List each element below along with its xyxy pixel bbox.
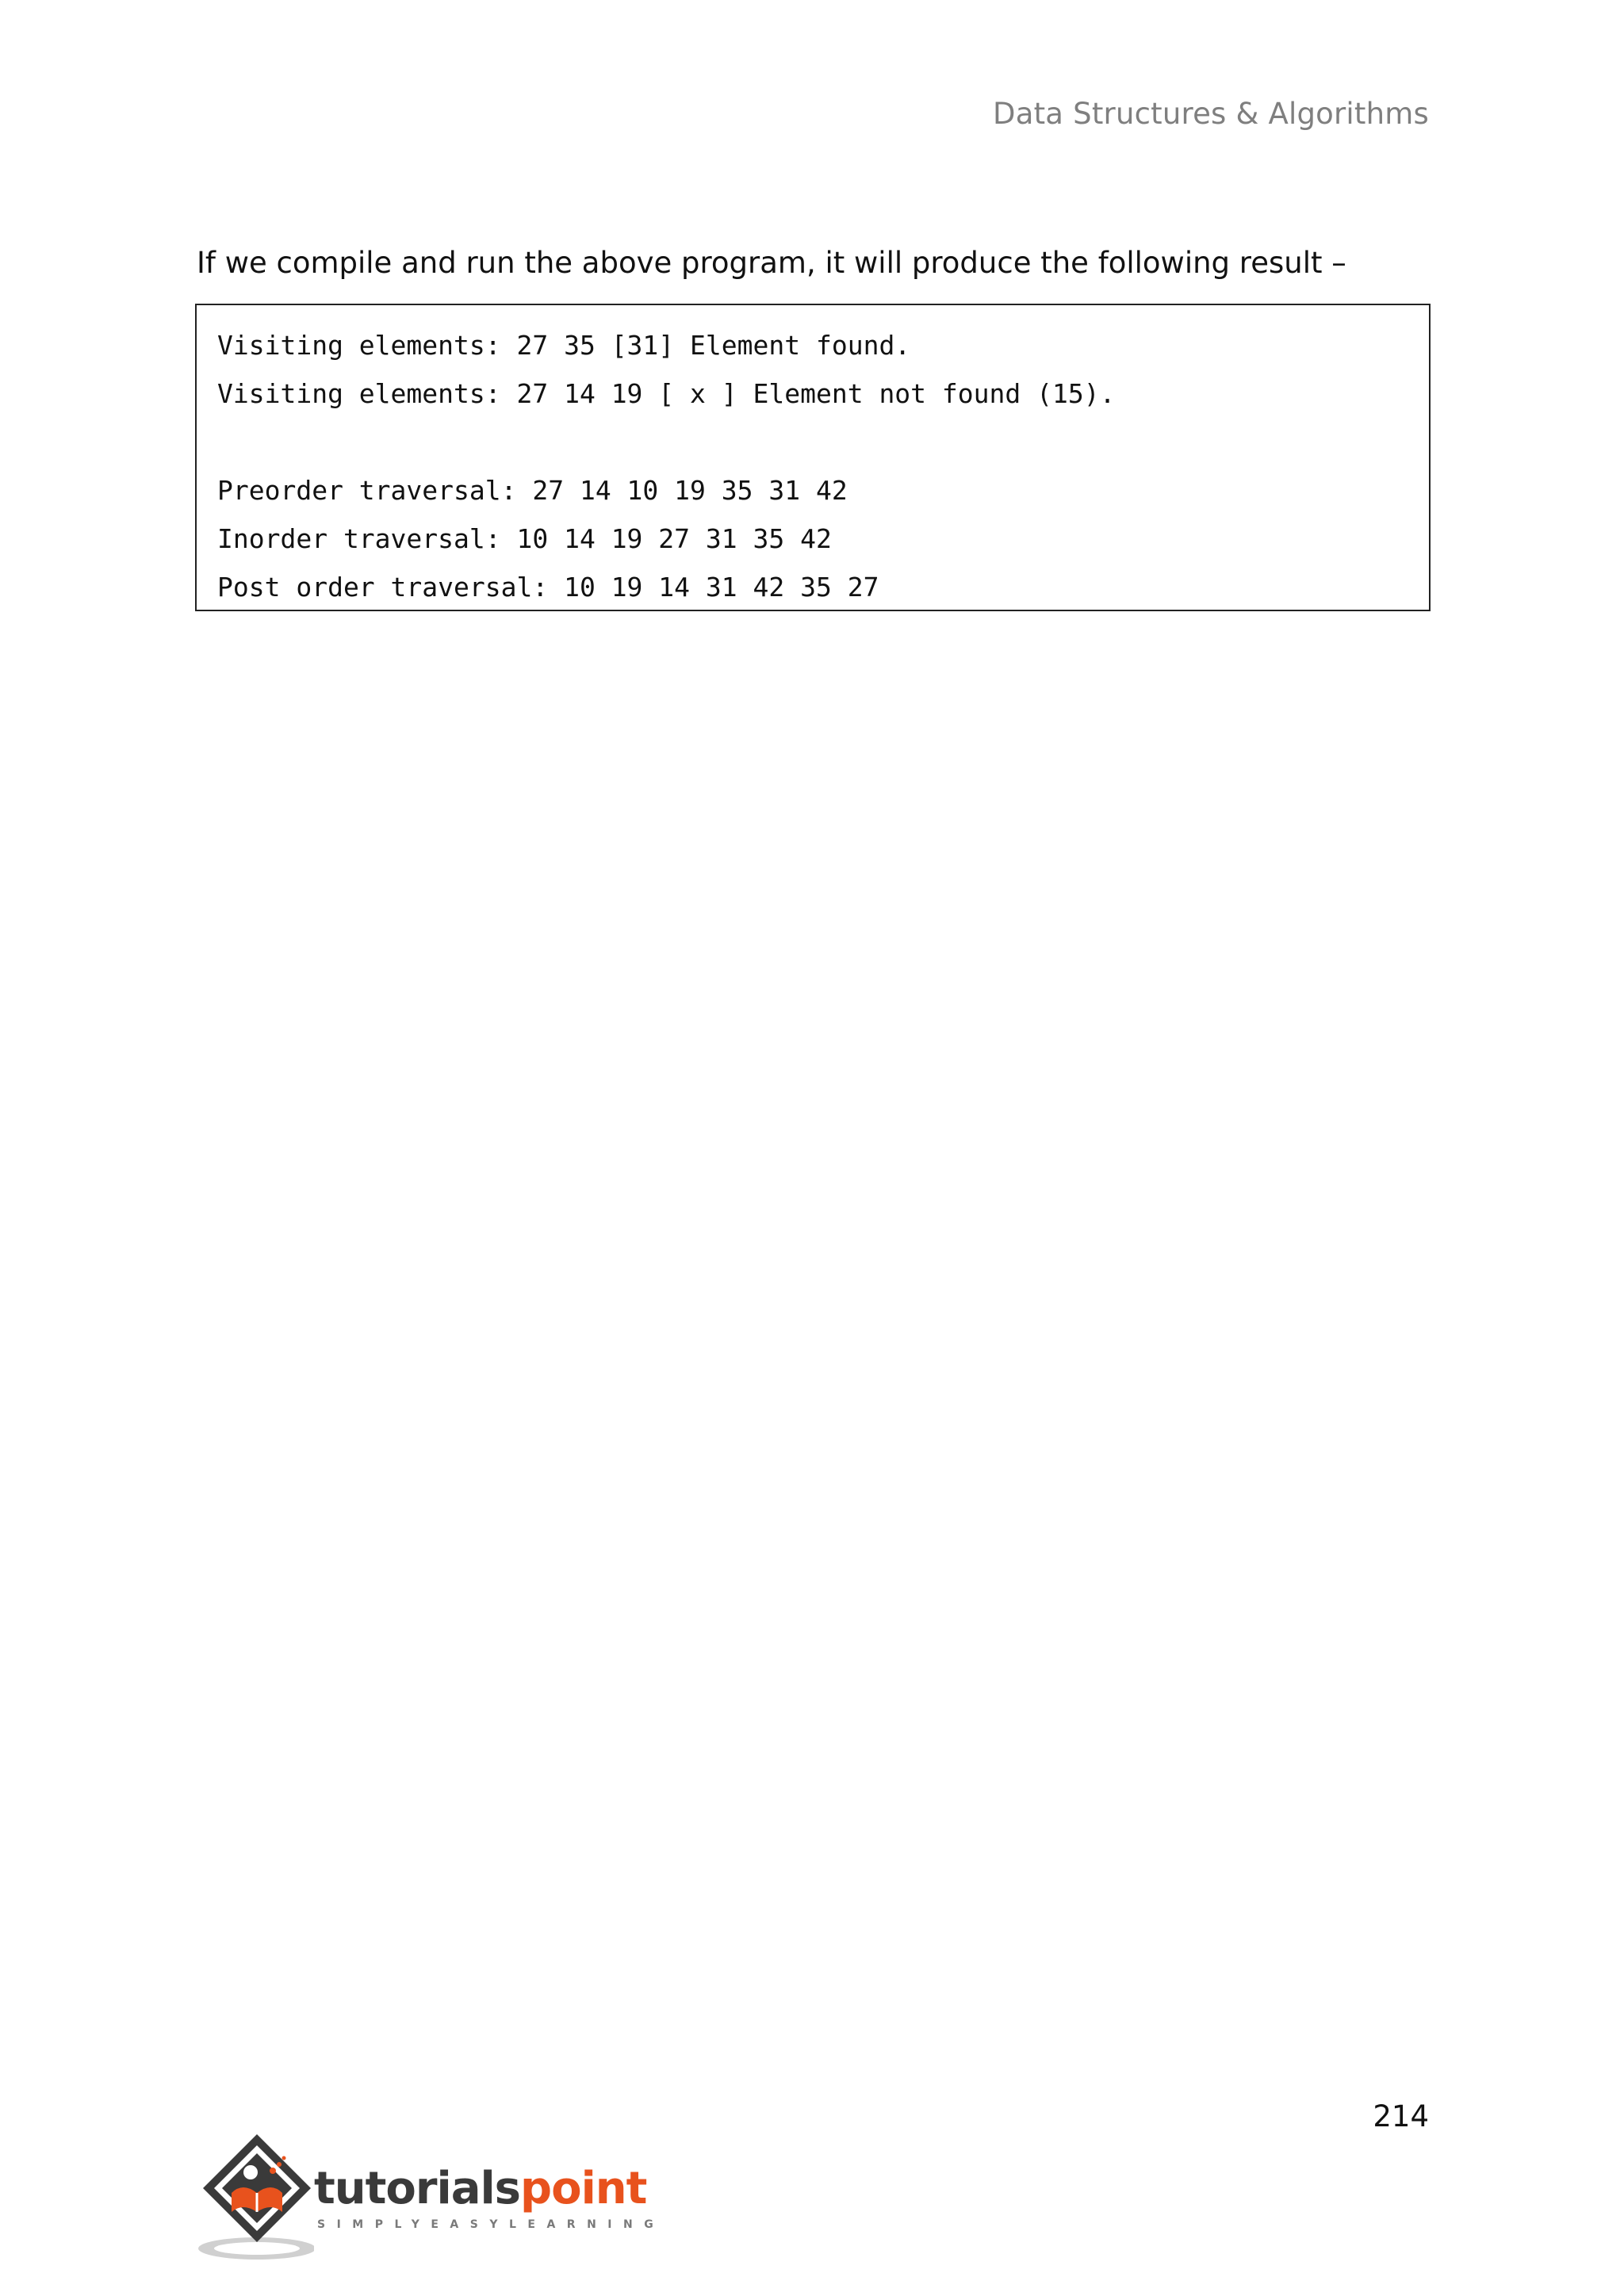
output-line: Visiting elements: 27 35 [31] Element found. xyxy=(217,330,911,361)
output-line xyxy=(217,418,1429,466)
program-output-box xyxy=(195,304,1431,611)
logo-diamond-icon xyxy=(195,2130,314,2264)
output-line: Inorder traversal: 10 14 19 27 31 35 42 xyxy=(217,523,832,554)
output-line: Preorder traversal: 27 14 10 19 35 31 42 xyxy=(217,475,848,506)
logo-tagline: SIMPLYEASYLEARNING xyxy=(317,2218,665,2231)
tutorialspoint-logo xyxy=(195,2130,665,2264)
page-number: 214 xyxy=(1373,2099,1429,2133)
running-header: Data Structures & Algorithms xyxy=(993,97,1429,131)
logo-word-point: point xyxy=(520,2163,647,2214)
logo-wordmark xyxy=(314,2163,646,2214)
output-line: Visiting elements: 27 14 19 [ x ] Element not found (15). xyxy=(217,378,1116,409)
logo-word-tutorials: tutorials xyxy=(314,2163,521,2214)
intro-paragraph: If we compile and run the above program, it will produce the following result – xyxy=(197,246,1346,280)
output-line: Post order traversal: 10 19 14 31 42 35 27 xyxy=(217,572,879,603)
